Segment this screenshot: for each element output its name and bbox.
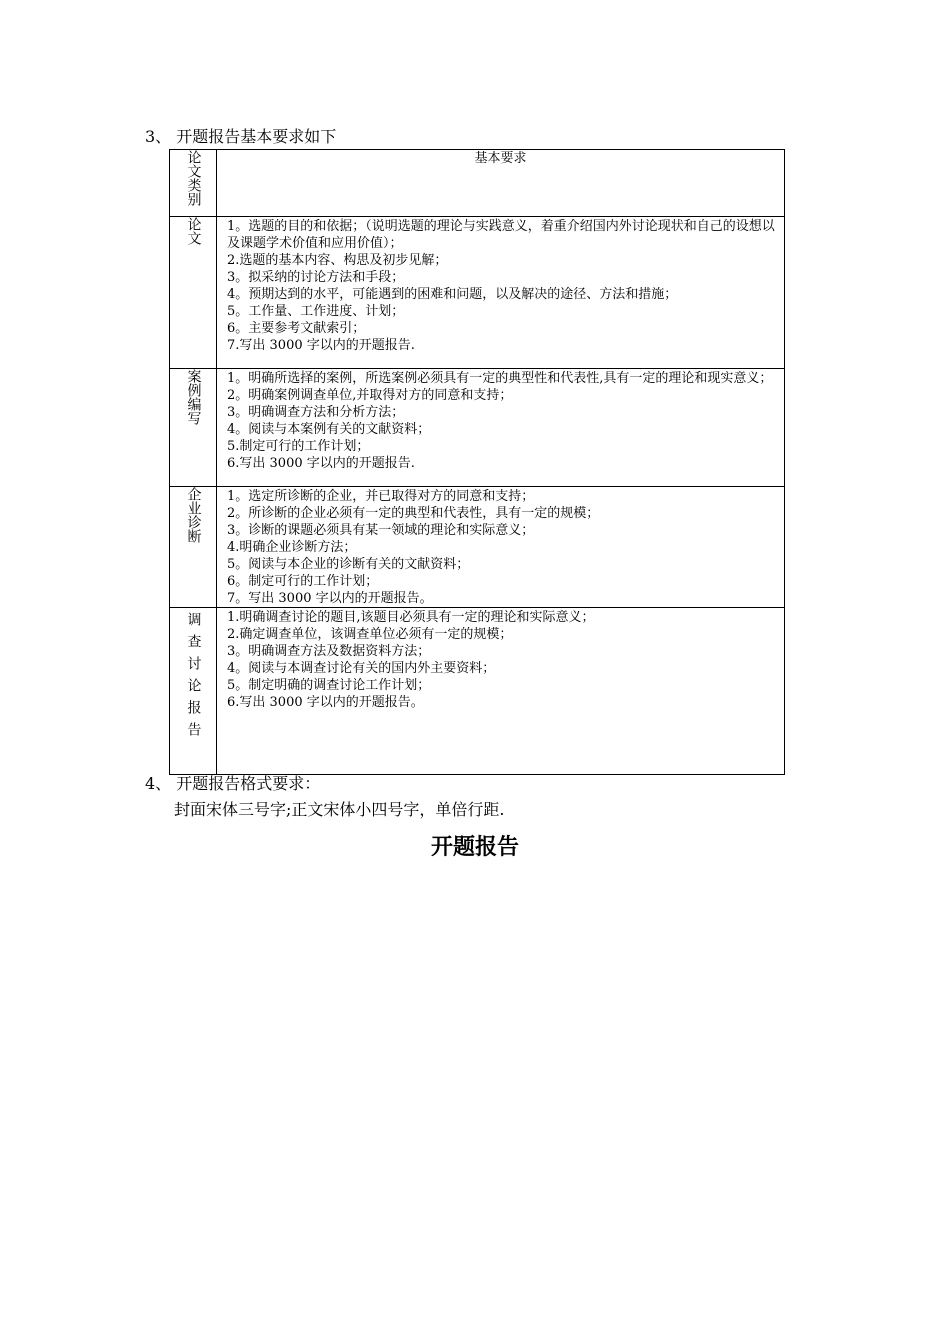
requirement-item: 3。拟采纳的讨论方法和手段； bbox=[227, 270, 405, 285]
header-requirements-label: 基本要求 bbox=[474, 151, 527, 166]
requirement-item: 1。明确所选择的案例，所选案例必须具有一定的典型性和代表性,具有一定的理论和现实意义； bbox=[227, 371, 773, 386]
section-3-heading: 3、 开题报告基本要求如下 bbox=[145, 127, 337, 146]
requirements-cell bbox=[217, 487, 785, 608]
requirement-item: 1。选定所诊断的企业，并已取得对方的同意和支持； bbox=[227, 489, 535, 504]
header-category-cell bbox=[170, 150, 217, 217]
section-4-heading: 4、 开题报告格式要求： bbox=[145, 774, 321, 793]
requirement-item: 6.写出 3000 字以内的开题报告. bbox=[227, 456, 415, 471]
requirement-item: 3。诊断的课题必须具有某一领域的理论和实际意义； bbox=[227, 523, 535, 538]
document-title: 开题报告 bbox=[430, 834, 519, 860]
requirement-item: 6。主要参考文献索引； bbox=[227, 321, 366, 336]
requirement-item: 2。所诊断的企业必须有一定的典型和代表性，具有一定的规模； bbox=[227, 506, 600, 521]
requirement-item: 4。阅读与本调查讨论有关的国内外主要资料； bbox=[227, 661, 496, 676]
requirements-table bbox=[169, 149, 785, 775]
requirement-item: 3。明确调查方法及数据资料方法； bbox=[227, 644, 431, 659]
requirements-cell bbox=[217, 369, 785, 487]
requirement-item: 1。选题的目的和依据；（说明选题的理论与实践意义，着重介绍国内外讨论现状和自己的设想以及课题学术价值和应用价值）； bbox=[227, 219, 775, 251]
requirements-cell bbox=[217, 608, 785, 775]
requirement-item: 1.明确调查讨论的题目,该题目必须具有一定的理论和实际意义； bbox=[227, 610, 595, 625]
header-requirements-cell bbox=[217, 150, 785, 217]
header-category-label: 论文类别 bbox=[185, 150, 202, 206]
table-row bbox=[170, 487, 785, 608]
requirement-item: 6。制定可行的工作计划； bbox=[227, 574, 379, 589]
requirements-cell bbox=[217, 217, 785, 369]
category-cell bbox=[170, 608, 217, 775]
requirement-item: 2.确定调查单位，该调查单位必须有一定的规模； bbox=[227, 627, 513, 642]
requirement-item: 3。明确调查方法和分析方法； bbox=[227, 405, 405, 420]
category-label: 案例编写 bbox=[185, 369, 202, 425]
requirement-item: 5.制定可行的工作计划； bbox=[227, 439, 370, 454]
category-label: 企业诊断 bbox=[185, 487, 202, 543]
requirement-item: 4。阅读与本案例有关的文献资料； bbox=[227, 422, 431, 437]
category-cell bbox=[170, 487, 217, 608]
requirement-item: 4。预期达到的水平，可能遇到的困难和问题，以及解决的途径、方法和措施； bbox=[227, 287, 678, 302]
table-row bbox=[170, 369, 785, 487]
table-header-row bbox=[170, 150, 785, 217]
category-cell bbox=[170, 217, 217, 369]
category-cell bbox=[170, 369, 217, 487]
table-row bbox=[170, 217, 785, 369]
requirement-item: 7。写出 3000 字以内的开题报告。 bbox=[227, 591, 433, 606]
category-label: 论文 bbox=[185, 217, 202, 245]
format-requirements-text: 封面宋体三号字;正文宋体小四号字，单倍行距. bbox=[174, 800, 505, 819]
requirement-item: 2。明确案例调查单位,并取得对方的同意和支持； bbox=[227, 388, 513, 403]
requirement-item: 5。工作量、工作进度、计划； bbox=[227, 304, 405, 319]
requirement-item: 5。制定明确的调查讨论工作计划； bbox=[227, 678, 431, 693]
table-row bbox=[170, 608, 785, 775]
category-label: 调查讨论报告 bbox=[185, 612, 202, 744]
requirement-item: 4.明确企业诊断方法； bbox=[227, 540, 357, 555]
requirement-item: 6.写出 3000 字以内的开题报告。 bbox=[227, 695, 424, 710]
requirement-item: 2.选题的基本内容、构思及初步见解； bbox=[227, 253, 448, 268]
requirement-item: 5。阅读与本企业的诊断有关的文献资料； bbox=[227, 557, 470, 572]
requirement-item: 7.写出 3000 字以内的开题报告. bbox=[227, 338, 415, 353]
